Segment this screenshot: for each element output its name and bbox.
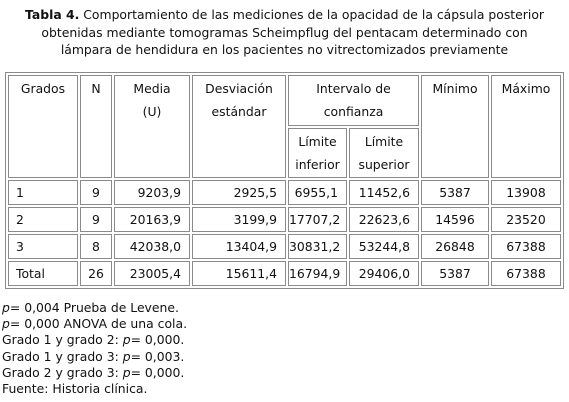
cell-media: 20163,9	[114, 207, 190, 232]
cell-minimo: 5387	[421, 261, 489, 286]
cell-maximo: 23520	[491, 207, 561, 232]
cell-grado: 1	[8, 180, 78, 205]
caption-label: Tabla 4.	[24, 7, 80, 22]
cell-n: 9	[80, 207, 112, 232]
header-n: N	[80, 75, 112, 178]
cell-desviacion: 15611,4	[192, 261, 286, 286]
cell-minimo: 5387	[421, 180, 489, 205]
table-row	[8, 207, 561, 232]
cell-limite-superior: 53244,8	[349, 234, 419, 259]
caption-text-line-2: obtenidas mediante tomogramas Scheimpflug del pentacam determinado con	[41, 24, 528, 40]
footnote-grado-2-3: Grado 2 y grado 3: p= 0,000.	[2, 364, 185, 380]
footnote-levene: p= 0,004 Prueba de Levene.	[2, 300, 179, 315]
header-maximo: Máximo	[491, 75, 561, 178]
table-row	[8, 180, 561, 205]
cell-limite-inferior: 16794,9	[288, 261, 347, 286]
cell-desviacion: 2925,5	[192, 180, 286, 205]
footnote-anova: p= 0,000 ANOVA de una cola.	[2, 316, 188, 332]
cell-minimo: 14596	[421, 207, 489, 232]
header-limite-inferior: Límite inferior	[288, 128, 347, 179]
results-table	[5, 72, 564, 289]
footnote-fuente: Fuente: Historia clínica.	[2, 381, 148, 397]
cell-limite-superior: 11452,6	[349, 180, 419, 205]
footnote-grado-1-2: Grado 1 y grado 2: p= 0,000.	[2, 332, 185, 348]
cell-maximo: 67388	[491, 261, 561, 286]
header-grados: Grados	[8, 75, 78, 178]
header-row-1	[8, 75, 561, 126]
cell-minimo: 26848	[421, 234, 489, 259]
footnotes	[2, 300, 187, 397]
table-row	[8, 234, 561, 259]
cell-maximo: 13908	[491, 180, 561, 205]
cell-limite-inferior: 30831,2	[288, 234, 347, 259]
cell-n: 9	[80, 180, 112, 205]
header-media: Media (U)	[114, 75, 190, 178]
cell-grado: 2	[8, 207, 78, 232]
cell-limite-inferior: 17707,2	[288, 207, 347, 232]
cell-maximo: 67388	[491, 234, 561, 259]
cell-desviacion: 13404,9	[192, 234, 286, 259]
table-caption	[4, 6, 565, 59]
cell-limite-inferior: 6955,1	[288, 180, 347, 205]
table-row-total	[8, 261, 561, 286]
caption-text-line-3: lámpara de hendidura en los pacientes no vitrectomizados previamente	[60, 42, 509, 57]
caption-text-line-1: Comportamiento de las mediciones de la opacidad de la cápsula posterior	[79, 7, 544, 22]
cell-grado: 3	[8, 234, 78, 259]
cell-n: 26	[80, 261, 112, 286]
cell-limite-superior: 29406,0	[349, 261, 419, 286]
header-desviacion: Desviación estándar	[192, 75, 286, 178]
cell-n: 8	[80, 234, 112, 259]
header-intervalo: Intervalo de confianza	[288, 75, 419, 126]
cell-media: 9203,9	[114, 180, 190, 205]
footnote-grado-1-3: Grado 1 y grado 3: p= 0,003.	[2, 348, 185, 364]
header-minimo: Mínimo	[421, 75, 489, 178]
cell-media: 23005,4	[114, 261, 190, 286]
cell-limite-superior: 22623,6	[349, 207, 419, 232]
header-limite-superior: Límite superior	[349, 128, 419, 179]
cell-grado: Total	[8, 261, 78, 286]
cell-media: 42038,0	[114, 234, 190, 259]
cell-desviacion: 3199,9	[192, 207, 286, 232]
